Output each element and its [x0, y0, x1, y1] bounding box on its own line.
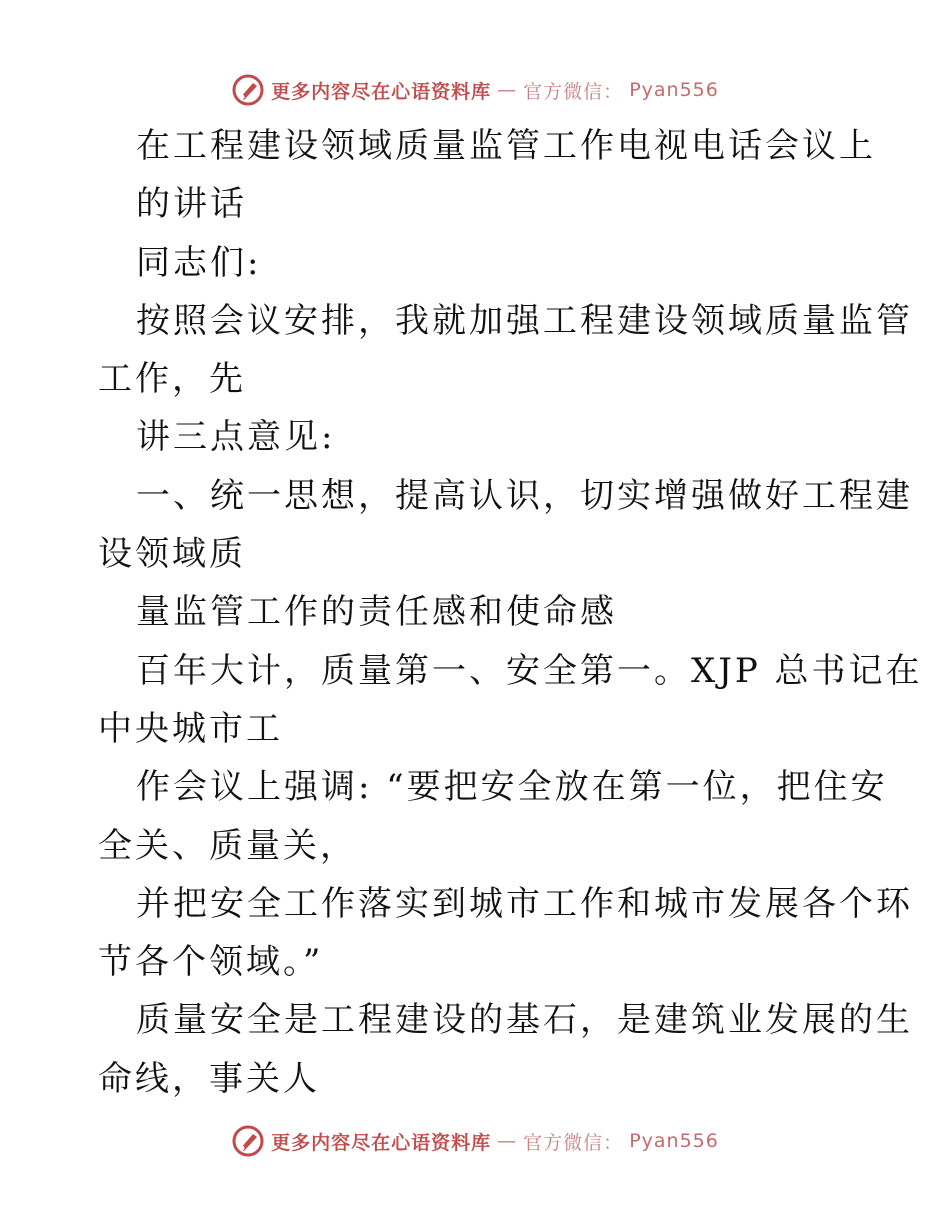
- text-line: 节各个领域。”: [98, 942, 324, 983]
- document-body: [98, 117, 923, 1108]
- watermark-label: 官方微信：: [523, 80, 624, 103]
- watermark-wechat-id: Pyan556: [629, 79, 719, 101]
- text-line: 中央城市工: [98, 708, 283, 749]
- header-watermark: [0, 70, 950, 110]
- footer-watermark: [0, 1121, 950, 1161]
- watermark-separator: —: [497, 79, 518, 101]
- text-line: 设领域质: [98, 534, 246, 575]
- watermark-separator: —: [497, 1130, 518, 1152]
- text-line: 在工程建设领域质量监管工作电视电话会议上: [136, 126, 876, 166]
- text-line: 并把安全工作落实到城市工作和城市发展各个环: [136, 883, 913, 924]
- text-line: 工作，先: [98, 359, 246, 400]
- text-line: 量监管工作的责任感和使命感: [136, 592, 617, 633]
- text-line: 作会议上强调: “要把安全放在第一位，把住安: [136, 767, 888, 808]
- watermark-wechat-id: Pyan556: [629, 1130, 719, 1152]
- text-line: 一、统一思想，提高认识，切实增强做好工程建: [136, 475, 913, 516]
- text-line: 的讲话: [136, 184, 247, 225]
- text-line: 按照会议安排，我就加强工程建设领域质量监管: [136, 300, 913, 341]
- text-line: 讲三点意见:: [136, 417, 336, 458]
- text-line: 百年大计，质量第一、安全第一。XJP 总书记在: [136, 650, 923, 691]
- text-line: 命线，事关人: [98, 1058, 320, 1099]
- pen-circle-logo-icon: [231, 1124, 265, 1158]
- text-line: 全关、质量关，: [98, 825, 357, 866]
- watermark-label: 官方微信：: [523, 1131, 624, 1154]
- watermark-brand: 更多内容尽在心语资料库: [271, 1131, 492, 1154]
- text-line: 质量安全是工程建设的基石，是建筑业发展的生: [136, 1000, 913, 1041]
- watermark-brand: 更多内容尽在心语资料库: [271, 80, 492, 103]
- text-line: 同志们:: [136, 242, 262, 283]
- pen-circle-logo-icon: [231, 73, 265, 107]
